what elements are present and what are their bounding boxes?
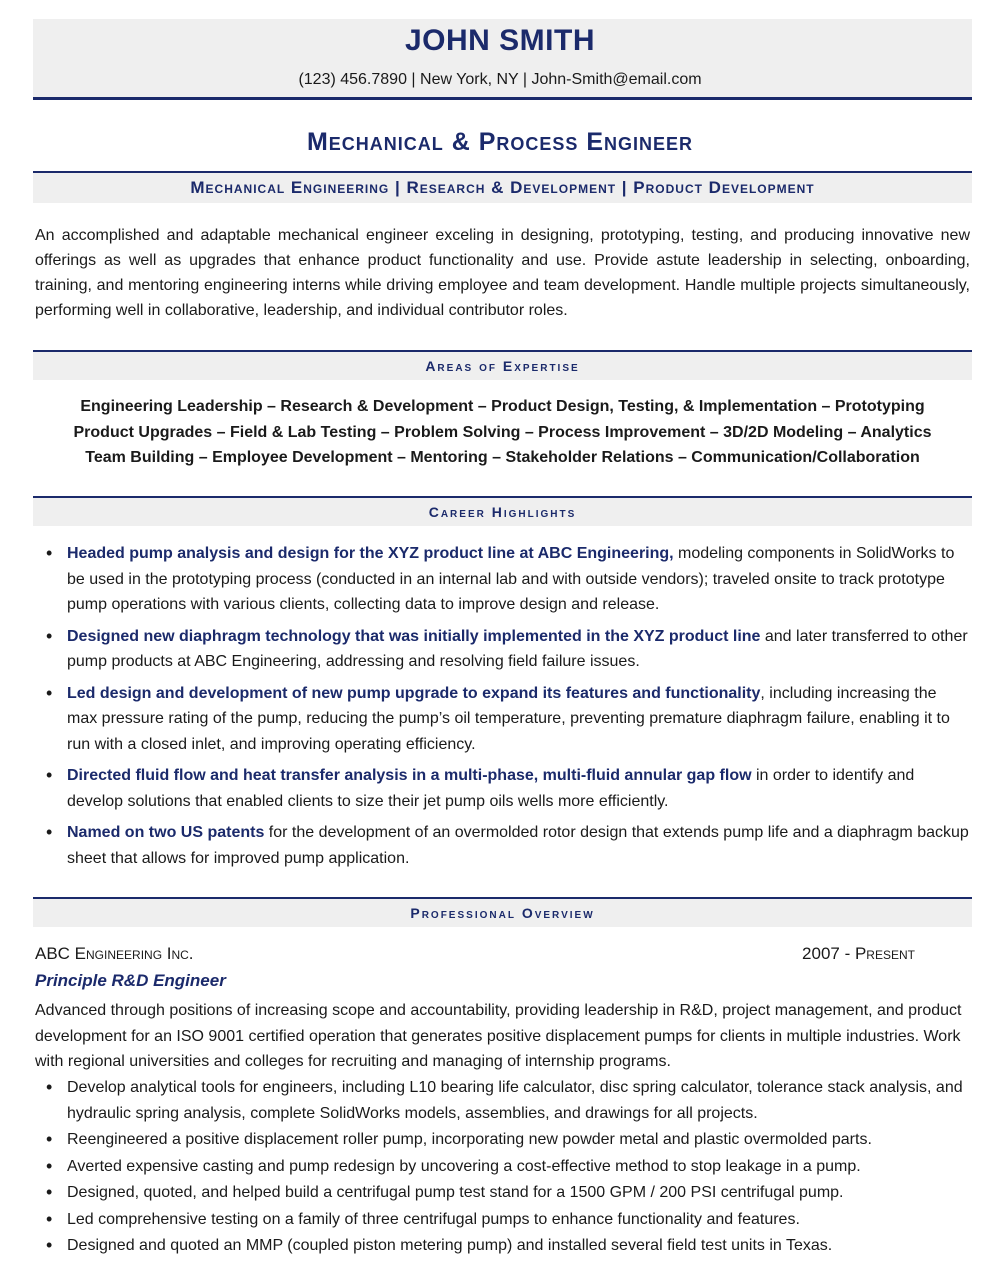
overview-section-title: Professional Overview: [33, 899, 972, 927]
highlight-text: modeling components in SolidWorks to be used in the prototyping process (conducted in an internal lab and with outside vendors); traveled onsite to track prototype pump operations with various clients, collecting data to improve design and release.: [67, 545, 955, 613]
highlight-item: [35, 820, 970, 871]
expertise-list: [35, 394, 970, 471]
duty-item: • Develop analytical tools for engineers, including L10 bearing life calculator, disc spring calculator, tolerance stack analysis, and hydraulic spring analysis, complete SolidWorks models, assemblies, and drawings for all projects.: [35, 1075, 970, 1126]
duties-list: [35, 1075, 970, 1260]
headline: Mechanical & Process Engineer: [306, 128, 694, 156]
summary-paragraph: An accomplished and adaptable mechanical engineer exceling in designing, prototyping, testing, and producing innovative new offerings as well as upgrades that enhance product functionality and use. Provide astute leadership in selecting, onboarding, training, and mentoring engineering interns while driving employee and team development. Handle multiple projects simultaneously, performing well in collaborative, leadership, and individual contributor roles.: [35, 227, 970, 319]
highlights-section-title: Career Highlights: [33, 498, 972, 526]
contact-line: (123) 456.7890 | New York, NY | John-Smith@email.com: [298, 71, 702, 88]
highlight-text: for the development of an overmolded rotor design that extends pump life and a diaphragm backup sheet that allows for improved pump application.: [67, 824, 969, 867]
highlight-item: [35, 763, 970, 814]
expertise-section-title: Areas of Expertise: [33, 352, 972, 380]
job-description: Advanced through positions of increasing scope and accountability, providing leadership in R&D, project management, and product development for an ISO 9001 certified operation that generates positive displacement pumps for clients in multiple industries. Work with regional universities and colleges for recruiting and managing of internship programs.: [35, 1002, 962, 1070]
duty-item: • Designed and quoted an MMP (coupled piston metering pump) and installed several field test units in Texas.: [35, 1233, 970, 1259]
tagline: Mechanical Engineering | Research & Development | Product Development: [33, 173, 972, 203]
highlight-lead: Named on two US patents: [67, 824, 265, 841]
duty-item: • Averted expensive casting and pump redesign by uncovering a cost-effective method to stop leakage in a pump.: [35, 1154, 970, 1180]
duty-item: • Reengineered a positive displacement roller pump, incorporating new powder metal and plastic overmolded parts.: [35, 1127, 970, 1153]
expertise-line: Product Upgrades – Field & Lab Testing – Problem Solving – Process Improvement – 3D/2D Modeling – Analytics: [73, 423, 932, 441]
highlight-item: [35, 624, 970, 675]
highlight-lead: Directed fluid flow and heat transfer analysis in a multi-phase, multi-fluid annular gap flow: [67, 767, 752, 784]
highlight-text: and later transferred to other pump products at ABC Engineering, addressing and resolving field failure issues.: [67, 627, 968, 670]
highlight-item: [35, 681, 970, 758]
highlight-lead: Headed pump analysis and design for the XYZ product line at ABC Engineering,: [67, 545, 674, 562]
header-divider: [33, 97, 972, 100]
employment-dates: 2007 - Present: [802, 944, 915, 963]
candidate-name: JOHN SMITH: [404, 24, 595, 57]
job-title: Principle R&D Engineer: [35, 971, 226, 990]
highlights-list: [35, 541, 970, 877]
highlight-text: , including increasing the max pressure rating of the pump, reducing the pump’s oil temperature, preventing premature diaphragm failure, enabling it to run with a closed inlet, and improving operating efficiency.: [67, 684, 950, 753]
duty-item: • Led comprehensive testing on a family of three centrifugal pumps to enhance functionality and features.: [35, 1207, 970, 1233]
highlight-lead: Led design and development of new pump upgrade to expand its features and functionality: [67, 684, 761, 702]
highlight-text: in order to identify and develop solutions that enabled clients to size their jet pump oils wells more efficiently.: [67, 767, 915, 810]
highlight-lead: Designed new diaphragm technology that was initially implemented in the XYZ product line: [67, 627, 761, 645]
duty-item: • Designed, quoted, and helped build a centrifugal pump test stand for a 1500 GPM / 200 PSI centrifugal pump.: [35, 1180, 970, 1206]
company-name: ABC Engineering Inc.: [35, 944, 194, 963]
highlight-item: [35, 541, 970, 618]
expertise-line: Team Building – Employee Development – Mentoring – Stakeholder Relations – Communication/Collaboration: [85, 449, 920, 466]
expertise-line: Engineering Leadership – Research & Development – Product Design, Testing, & Implementation – Prototyping: [80, 398, 925, 415]
